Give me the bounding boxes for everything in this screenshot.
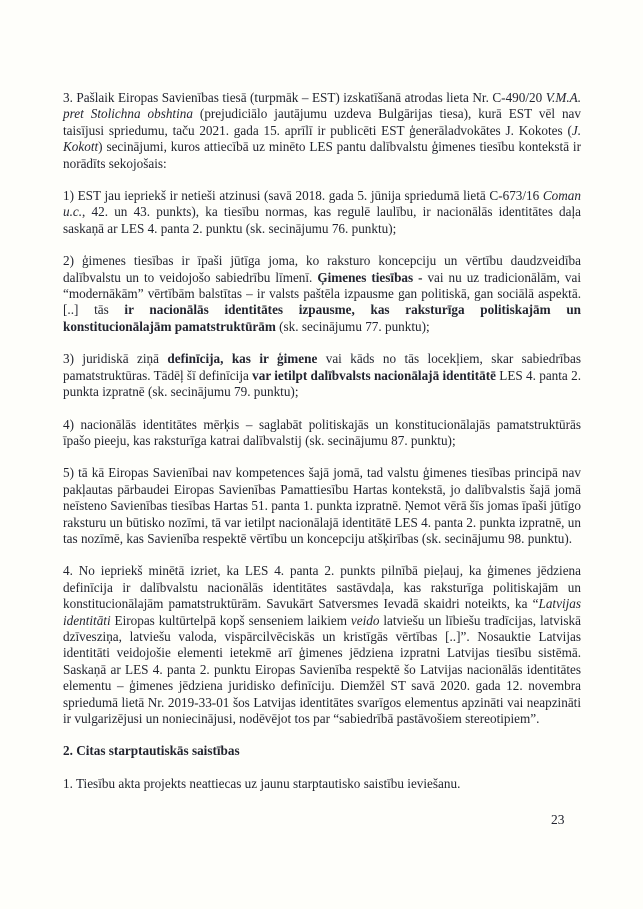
document-body — [63, 90, 581, 808]
text-run: 5) tā kā Eiropas Savienībai nav kompetences šajā jomā, tad valstu ģimenes tiesības principā nav pakļautas pārbaudei Eiropas Savienības Pamattiesību Hartas kontekstā, jo dalībvalstis šajā jomā neīsteno Savienības tiesības Hartas 51. panta 1. punkta izpratnē. Ņemot vērā šīs jomas īpaši jūtīgo raksturu un būtisko nozīmi, tā var ietilpt nacionālajā identitātē LES 4. panta 2. punkta izpratnē, un tas nozīmē, kas Savienība respektē vērtību un koncepciju atšķirības (sk. secinājumu 98. punktu). — [63, 465, 581, 546]
paragraph — [63, 90, 581, 172]
text-run: 4. No iepriekš minētā izriet, ka LES 4. panta 2. punkts pilnībā pieļauj, ka ģimenes jēdziena definīcija ir dalībvalstu nacionālās identitātes sastāvdaļa, kas raksturīga politiskajām un konstitucionālajām pamatstruktūrām. Savukārt Satversmes Ievadā skaidri noteikts, ka “ — [63, 563, 581, 612]
text-run: V.M.A. pret Stolichna obshtina — [63, 90, 581, 122]
paragraph — [63, 351, 581, 400]
text-run: var ietilpt dalībvalsts nacionālajā identitātē — [252, 367, 496, 383]
paragraph — [63, 465, 581, 547]
text-run: Ģimenes tiesības - — [317, 269, 423, 285]
text-run: 1. Tiesību akta projekts neattiecas uz jaunu starptautisko saistību ieviešanu. — [63, 775, 461, 791]
text-run: Eiropas kultūrtelpā kopš senseniem laikiem — [110, 612, 351, 628]
text-run: 3) juridiskā ziņā — [63, 351, 168, 367]
page-number: 23 — [551, 812, 565, 827]
text-run: 2) ģimenes tiesības ir īpaši jūtīga joma, ko raksturo koncepciju un vērtību daudzveidība dalībvalstu un to veidojošo sabiedrību līmenī. — [63, 253, 581, 285]
text-run: definīcija, kas ir ģimene — [167, 351, 318, 367]
paragraph — [63, 253, 581, 335]
text-run: 4) nacionālās identitātes mērķis – saglabāt politiskajās un konstitucionālajās pamatstruktūrās īpašo pieeju, kas raksturīga katrai dalībvalstij (sk. secinājumu 87. punktu); — [63, 416, 581, 448]
text-run: Coman u.c. — [63, 188, 581, 220]
text-run: 2. Citas starptautiskās saistības — [63, 743, 240, 759]
text-run: Latvijas identitāti — [63, 596, 581, 628]
text-run: J. Kokott — [63, 122, 581, 155]
paragraph — [63, 188, 581, 237]
paragraph — [63, 417, 581, 450]
text-run: latviešu un lībiešu tradīcijas, latviskā dzīvesziņa, latviešu valoda, vispārcilvēciskās un kristīgās vērtības [..]”. Nosauktie Latvijas identitāti veidojošie elementi ietekmē arī ģimenes jēdziena izpratni Latvijas tiesību sistēmā. Saskaņā ar LES 4. panta 2. punktu Eiropas Savienība respektē šo Latvijas nacionālās identitātes elementu – ģimenes jēdziena juridisko definīciju. Diemžēl ST savā 2020. gada 12. novembra spriedumā lietā Nr. 2019-33-01 šos Latvijas identitātes svarīgos elementus apzināti vai neapzināti ir vulgarizējusi un noniecinājusi, nodēvējot tos par “sabiedrībā pastāvošiem stereotipiem”. — [63, 612, 581, 726]
text-run: LES 4. panta 2. punkta izpratnē (sk. secinājumu 79. punktu); — [63, 367, 581, 400]
section-heading — [63, 743, 581, 759]
text-run: ir nacionālās identitātes izpausme, kas raksturīga politiskajām un konstitucionālajām pamatstruktūrām — [63, 302, 581, 334]
text-run: , 42. un 43. punkts), ka tiesību normas, kas regulē laulību, ir nacionālās identitātes daļa saskaņā ar LES 4. panta 2. punktu (sk. secinājumu 76. punktu); — [63, 204, 581, 236]
text-run: (sk. secinājumu 77. punktu); — [275, 318, 430, 334]
text-run: vai kāds no tās locekļiem, skar sabiedrības pamatstruktūras. Tādēļ šī definīcija — [63, 351, 581, 383]
text-run: 3. Pašlaik Eiropas Savienības tiesā (turpmāk – EST) izskatīšanā atrodas lieta Nr. C-490/20 — [63, 90, 546, 105]
paragraph — [63, 563, 581, 727]
text-run: ) secinājumi, kuros attiecībā uz minēto LES pantu dalībvalstu ģimenes tiesību kontekstā ir norādīts sekojošais: — [63, 139, 581, 171]
paragraph — [63, 776, 581, 792]
text-run: 1) EST jau iepriekš ir netieši atzinusi (savā 2018. gada 5. jūnija spriedumā lietā C-673/16 — [63, 188, 543, 204]
text-run: vai nu uz tradicionālām, vai “modernākām” vērtībām balstītas – ir valsts paštēla izpausme gan politiskā, gan sociālā aspektā. [..] tās — [63, 269, 581, 318]
text-run: veido — [350, 612, 380, 628]
text-run: (prejudiciālo jautājumu uzdeva Bulgārijas tiesa), kurā EST vēl nav taisījusi spriedumu, taču 2021. gada 15. aprīlī ir publicēti EST ģenerāladvokātes J. Kokotes ( — [63, 106, 581, 138]
